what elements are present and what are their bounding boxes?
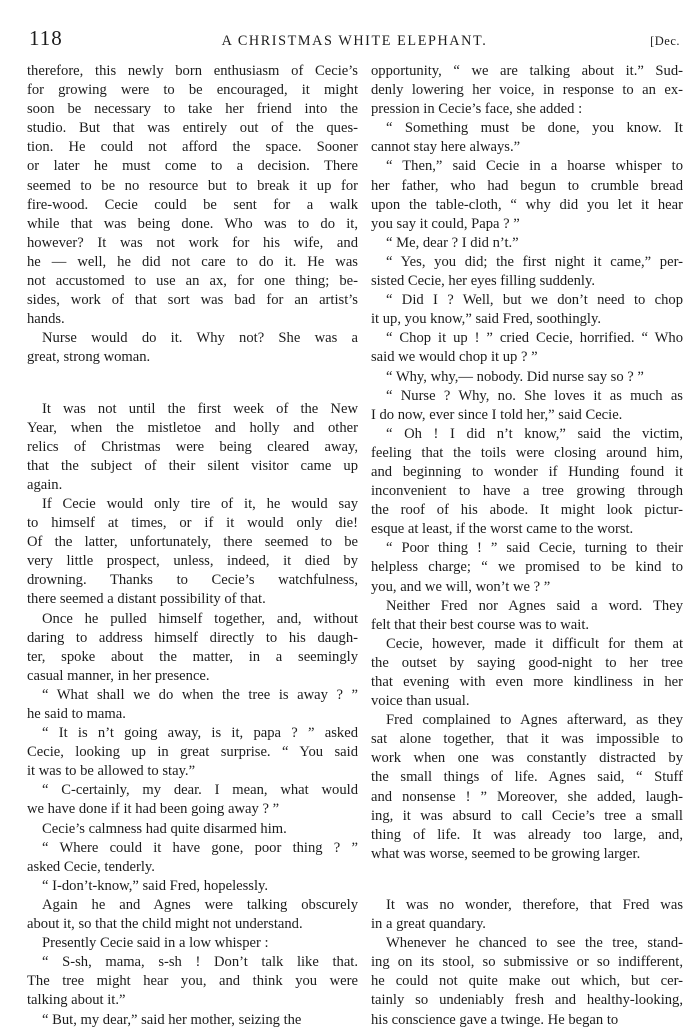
page-number: 118 bbox=[29, 26, 63, 50]
text-line: ing, it was absurd to call Cecie’s tree a small bbox=[371, 807, 683, 824]
text-line: “ C-certainly, my dear. I mean, what would bbox=[42, 782, 358, 799]
text-line: helpless charge; “ we promised to be kind to bbox=[371, 559, 683, 576]
text-line: tion. He could not afford the space. Sooner bbox=[27, 139, 358, 156]
text-line: and beginning to wonder if Hunding found it bbox=[371, 463, 683, 480]
right-text-column bbox=[371, 62, 683, 1028]
text-line: that evening with even more kindliness in her bbox=[371, 674, 683, 690]
text-line: thing of life. It was already too large, and, bbox=[371, 826, 683, 843]
text-line: the outset by saying good-night to her tree bbox=[371, 654, 683, 671]
paragraph bbox=[371, 425, 683, 540]
text-line: in a great quandary. bbox=[371, 916, 486, 933]
text-line: he could not quite make out which, but cer- bbox=[371, 973, 683, 990]
text-line: Presently Cecie said in a low whisper : bbox=[42, 935, 269, 952]
text-line: you, and we will, won’t we ? ” bbox=[371, 578, 551, 595]
text-line: seemed to be no resource but to break it up for bbox=[27, 177, 358, 194]
section-break bbox=[27, 368, 358, 400]
text-line: inconvenient to have a tree growing through bbox=[371, 483, 683, 500]
text-line: soon be necessary to take her friend into the bbox=[27, 101, 358, 118]
text-line: “ It is n’t going away, is it, papa ? ” asked bbox=[42, 725, 358, 742]
paragraph bbox=[27, 820, 358, 839]
text-line: “ S-sh, mama, s-sh ! Don’t talk like that. bbox=[42, 954, 358, 971]
text-line: drowning. Thanks to Cecie’s watchfulness, bbox=[27, 572, 358, 589]
paragraph bbox=[27, 839, 358, 877]
paragraph bbox=[371, 329, 683, 367]
text-line: he — well, he did not care to do it. He was bbox=[27, 253, 358, 270]
text-line: it was to be allowed to stay.” bbox=[27, 763, 196, 780]
paragraph bbox=[371, 934, 683, 1029]
text-line: ter, spoke about the matter, in a seemingly bbox=[27, 648, 358, 665]
text-line: Again he and Agnes were talking obscurely bbox=[42, 896, 358, 913]
text-line: “ Where could it have gone, poor thing ? ” bbox=[42, 839, 358, 856]
text-line: Of the latter, unfortunately, there seemed to be bbox=[27, 534, 358, 551]
text-line: esque at least, if the worst came to the worst. bbox=[371, 521, 634, 538]
text-line: “ Nurse ? Why, no. She loves it as much as bbox=[386, 387, 683, 404]
paragraph bbox=[371, 387, 683, 425]
text-line: “ Me, dear ? I did n’t.” bbox=[386, 234, 519, 251]
paragraph bbox=[27, 686, 358, 724]
text-line: ing on its stool, so submissive or so indifferent, bbox=[371, 954, 683, 971]
text-line: “ Chop it up ! ” cried Cecie, horrified. “ Who bbox=[386, 330, 683, 347]
section-break bbox=[371, 864, 683, 896]
text-line: Neither Fred nor Agnes said a word. They bbox=[386, 597, 683, 614]
issue-month: [Dec. bbox=[650, 34, 680, 48]
paragraph bbox=[371, 291, 683, 329]
paragraph bbox=[371, 234, 683, 253]
paragraph bbox=[371, 896, 683, 934]
text-line: It was not until the first week of the New bbox=[42, 400, 358, 417]
text-line: therefore, this newly born enthusiasm of Cecie’s bbox=[27, 63, 358, 79]
paragraph bbox=[27, 781, 358, 819]
text-line: “ Poor thing ! ” said Cecie, turning to their bbox=[386, 540, 683, 557]
text-line: It was no wonder, therefore, that Fred was bbox=[386, 896, 683, 913]
text-line: tainly so undeniably fresh and healthy-looking, bbox=[371, 992, 683, 1009]
text-line: cannot stay here always.” bbox=[371, 139, 521, 156]
text-line: denly lowering her voice, in response to an ex- bbox=[371, 82, 683, 99]
text-line: casual manner, in her presence. bbox=[27, 667, 210, 684]
text-line: sisted Cecie, her eyes filling suddenly. bbox=[371, 273, 595, 290]
text-line: “ I-don’t-know,” said Fred, hopelessly. bbox=[42, 877, 269, 894]
text-line: “ But, my dear,” said her mother, seizing the bbox=[42, 1011, 302, 1028]
text-line: If Cecie would only tire of it, he would say bbox=[42, 495, 358, 512]
text-line: “ Why, why,— nobody. Did nurse say so ? ” bbox=[386, 368, 644, 385]
paragraph bbox=[371, 119, 683, 157]
text-line: said we would chop it up ? ” bbox=[371, 349, 538, 366]
text-line: very little prospect, unless, indeed, it died by bbox=[27, 553, 358, 570]
page-header bbox=[29, 22, 680, 48]
text-line: “ Something must be done, you know. It bbox=[386, 120, 683, 137]
text-line: daring to address himself directly to his daugh- bbox=[27, 629, 358, 646]
paragraph bbox=[371, 253, 683, 291]
text-line: we have done if it had been going away ? ” bbox=[27, 801, 280, 818]
text-line: felt that their best course was to wait. bbox=[371, 616, 590, 633]
paragraph bbox=[27, 1011, 358, 1030]
text-line: for growing were to be encouraged, it might bbox=[27, 82, 358, 99]
paragraph bbox=[27, 934, 358, 953]
text-line: you say it could, Papa ? ” bbox=[371, 215, 520, 232]
paragraph bbox=[27, 877, 358, 896]
paragraph bbox=[371, 711, 683, 864]
text-line: sides, work of that sort was bad for an artist’s bbox=[27, 292, 358, 309]
text-line: great, strong woman. bbox=[27, 349, 151, 366]
text-line: Nurse would do it. Why not? She was a bbox=[42, 330, 358, 347]
text-line: Whenever he chanced to see the tree, stand- bbox=[386, 935, 683, 952]
text-line: pression in Cecie’s face, she added : bbox=[371, 101, 583, 118]
paragraph bbox=[27, 953, 358, 1010]
left-text-column bbox=[27, 62, 358, 1028]
text-line: or later he must come to a decision. There bbox=[27, 158, 358, 175]
text-line: Cecie, however, made it difficult for them at bbox=[386, 635, 683, 652]
paragraph bbox=[371, 157, 683, 233]
text-line: there seemed a distant possibility of that. bbox=[27, 591, 266, 608]
paragraph bbox=[371, 62, 683, 119]
text-line: that the subject of their silent visitor came up bbox=[27, 457, 358, 474]
text-line: his conscience gave a twinge. He began to bbox=[371, 1011, 619, 1028]
text-line: Fred complained to Agnes afterward, as they bbox=[386, 712, 683, 729]
paragraph bbox=[27, 62, 358, 329]
text-line: Once he pulled himself together, and, without bbox=[42, 610, 358, 627]
text-line: to himself at times, or if it would only die! bbox=[27, 515, 358, 532]
paragraph bbox=[27, 896, 358, 934]
paragraph bbox=[371, 539, 683, 596]
paragraph bbox=[27, 400, 358, 495]
paragraph bbox=[371, 635, 683, 711]
text-line: talking about it.” bbox=[27, 992, 126, 1009]
text-line: Cecie’s calmness had quite disarmed him. bbox=[42, 820, 287, 837]
paragraph bbox=[371, 597, 683, 635]
text-line: it up, you know,” said Fred, soothingly. bbox=[371, 311, 601, 328]
text-line: work when one was constantly distracted by bbox=[371, 750, 683, 767]
text-line: studio. But that was entirely out of the ques- bbox=[27, 120, 358, 137]
text-line: her father, who had begun to crumble bread bbox=[371, 177, 683, 194]
text-line: The tree might hear you, and think you were bbox=[27, 973, 358, 990]
text-line: I do now, ever since I told her,” said Cecie. bbox=[371, 406, 623, 423]
text-line: feeling that the toils were closing around him, bbox=[371, 444, 683, 461]
paragraph bbox=[27, 610, 358, 686]
text-line: the roof of his abode. It might look pictur- bbox=[371, 502, 683, 519]
text-line: voice than usual. bbox=[371, 693, 470, 710]
text-line: however? It was not work for his wife, and bbox=[27, 234, 358, 251]
text-line: asked Cecie, tenderly. bbox=[27, 858, 155, 875]
text-line: “ Did I ? Well, but we don’t need to chop bbox=[386, 292, 683, 309]
text-line: sat alone together, that it was impossible to bbox=[371, 731, 683, 748]
text-line: while that was being done. Who was to do it, bbox=[27, 215, 358, 232]
text-line: opportunity, “ we are talking about it.” Sud- bbox=[371, 63, 683, 79]
text-line: about it, so that the child might not understand. bbox=[27, 916, 303, 933]
text-line: again. bbox=[27, 476, 63, 493]
paragraph bbox=[371, 368, 683, 387]
paragraph bbox=[27, 724, 358, 781]
paragraph bbox=[27, 329, 358, 367]
text-line: not accustomed to use an ax, for one thing; be- bbox=[27, 273, 358, 290]
text-line: relics of Christmas were being cleared away, bbox=[27, 438, 358, 455]
text-line: Cecie, looking up in great surprise. “ You said bbox=[27, 744, 358, 761]
text-line: the small things of life. Agnes said, “ Stuff bbox=[371, 769, 683, 786]
text-line: Year, when the mistletoe and holly and other bbox=[27, 419, 358, 436]
text-line: he said to mama. bbox=[27, 706, 126, 722]
text-line: upon the table-cloth, “ why did you let it hear bbox=[371, 196, 683, 213]
text-line: hands. bbox=[27, 311, 65, 328]
text-line: and nonsense ! ” Moreover, she added, laugh- bbox=[371, 788, 683, 805]
text-line: what was worse, seemed to be growing larger. bbox=[371, 845, 641, 862]
text-line: fire-wood. Cecie could be sent for a walk bbox=[27, 196, 358, 213]
text-line: “ Oh ! I did n’t know,” said the victim, bbox=[386, 425, 683, 442]
text-line: “ Then,” said Cecie in a hoarse whisper to bbox=[386, 158, 683, 175]
running-title: A CHRISTMAS WHITE ELEPHANT. bbox=[221, 33, 488, 49]
text-line: “ Yes, you did; the first night it came,” per- bbox=[386, 253, 683, 270]
text-line: “ What shall we do when the tree is away ? ” bbox=[42, 686, 358, 703]
paragraph bbox=[27, 495, 358, 610]
